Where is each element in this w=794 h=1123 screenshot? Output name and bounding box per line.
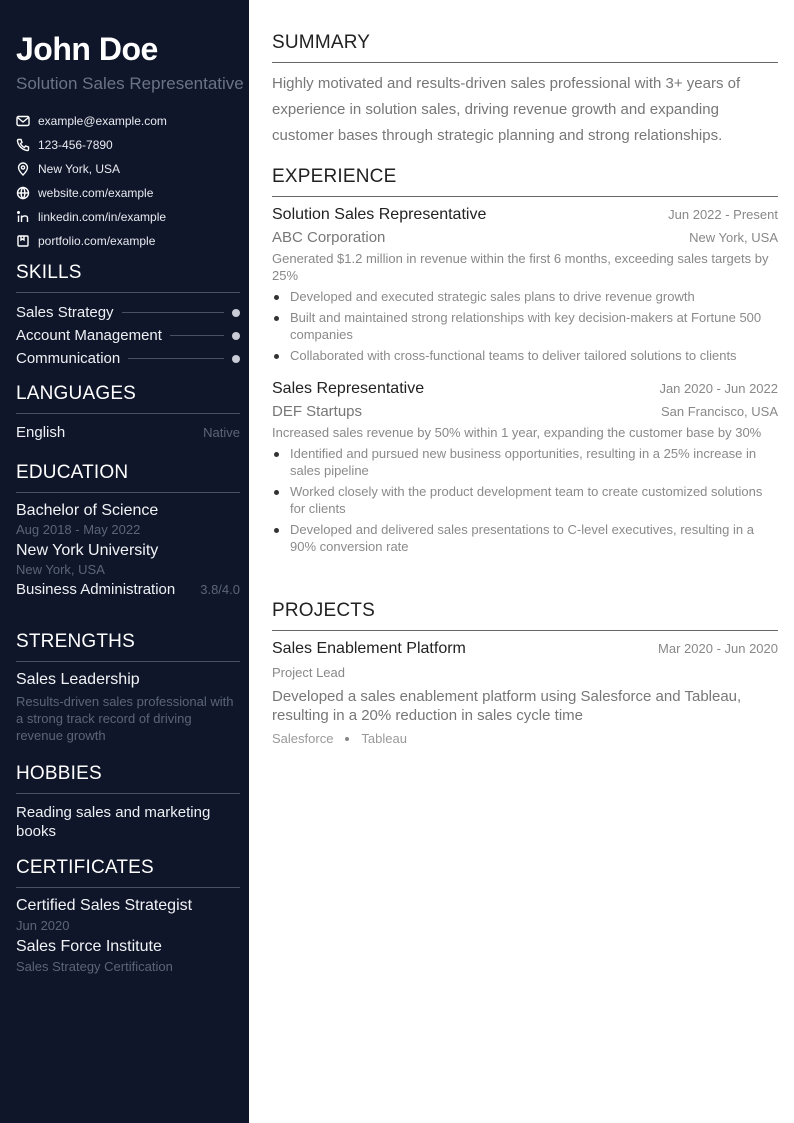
project-tag: Salesforce [272, 731, 334, 746]
job-bullets [272, 288, 778, 364]
hobby-item: Reading sales and marketing books [16, 804, 211, 840]
job-header [272, 206, 778, 224]
education-section [16, 462, 240, 598]
project-role: Project Lead [272, 665, 345, 680]
skill-label: Account Management [16, 327, 162, 344]
certificates-section [16, 857, 240, 974]
skill-divider [122, 312, 224, 313]
skill-item [16, 347, 240, 370]
job-bullets [272, 445, 778, 555]
job-dates: Jan 2020 - Jun 2022 [659, 381, 778, 396]
strength-description: Results-driven sales professional with a strong track record of driving revenue growth [16, 694, 234, 743]
job-company-row [272, 229, 778, 246]
contact-portfolio[interactable] [16, 229, 167, 253]
job-location: New York, USA [689, 230, 778, 245]
language-name: English [16, 424, 66, 441]
experience-section [272, 166, 778, 555]
experience-heading: EXPERIENCE [272, 166, 778, 197]
project-description: Developed a sales enablement platform using Salesforce and Tableau, resulting in a 20% reduction in sales cycle time [272, 688, 742, 724]
job-company: DEF Startups [272, 403, 363, 420]
summary-section [272, 32, 778, 149]
skill-divider [170, 335, 224, 336]
job-bullet: Identified and pursued new business opportunities, resulting in a 25% increase in sales pipeline [272, 445, 778, 479]
education-degree: Bachelor of Science [16, 502, 159, 519]
skill-label: Communication [16, 350, 121, 367]
skill-divider [128, 358, 224, 359]
contact-phone-text: 123-456-7890 [38, 138, 113, 152]
certificate-issuer: Sales Force Institute [16, 938, 162, 955]
skill-dot-icon [232, 355, 240, 363]
hobbies-heading: HOBBIES [16, 763, 240, 794]
job-bullet: Built and maintained strong relationships with key decision-makers at Fortune 500 companies [272, 309, 778, 343]
languages-section [16, 383, 240, 441]
mail-icon [16, 114, 30, 128]
contact-email-text: example@example.com [38, 114, 167, 128]
job-title: Sales Representative [272, 380, 425, 397]
linkedin-icon [16, 210, 30, 224]
contact-website[interactable] [16, 181, 167, 205]
job-bullet: Worked closely with the product development team to create customized solutions for clients [272, 483, 778, 517]
summary-heading: SUMMARY [272, 32, 778, 63]
contact-linkedin-text: linkedin.com/in/example [38, 210, 167, 224]
candidate-name: John Doe [16, 31, 158, 67]
project-tag: Tableau [361, 731, 407, 746]
education-field-row [16, 581, 240, 598]
education-field: Business Administration [16, 581, 176, 598]
job-title: Solution Sales Representative [272, 206, 487, 223]
contact-email[interactable] [16, 109, 167, 133]
strengths-section [16, 631, 240, 744]
skill-item [16, 324, 240, 347]
sidebar [0, 0, 249, 1123]
skills-section [16, 262, 240, 370]
job-company: ABC Corporation [272, 229, 386, 246]
contact-linkedin[interactable] [16, 205, 167, 229]
project-title: Sales Enablement Platform [272, 640, 466, 657]
tag-separator-icon [345, 737, 349, 741]
strength-title: Sales Leadership [16, 671, 140, 688]
education-heading: EDUCATION [16, 462, 240, 493]
job-dates: Jun 2022 - Present [668, 207, 778, 222]
portfolio-icon [16, 234, 30, 248]
project-dates: Mar 2020 - Jun 2020 [658, 641, 778, 656]
job-company-row [272, 403, 778, 420]
language-level: Native [203, 425, 240, 440]
hobbies-section [16, 763, 240, 841]
projects-heading: PROJECTS [272, 600, 778, 631]
job-location: San Francisco, USA [660, 404, 778, 419]
job-header [272, 380, 778, 398]
education-dates: Aug 2018 - May 2022 [16, 522, 141, 537]
summary-text: Highly motivated and results-driven sales professional with 3+ years of experience in solution sales, driving revenue growth and expanding customer bases through strategic planning and strong relationships. [272, 75, 741, 144]
skills-heading: SKILLS [16, 262, 240, 293]
projects-section [272, 600, 778, 746]
job-summary: Increased sales revenue by 50% within 1 year, expanding the customer base by 30% [272, 425, 762, 440]
certificate-title: Certified Sales Strategist [16, 897, 193, 914]
contact-location-text: New York, USA [38, 162, 121, 176]
contact-list [16, 109, 167, 253]
strengths-heading: STRENGTHS [16, 631, 240, 662]
education-gpa: 3.8/4.0 [200, 582, 240, 597]
phone-icon [16, 138, 30, 152]
skill-dot-icon [232, 309, 240, 317]
contact-location [16, 157, 167, 181]
job-entry [272, 380, 778, 555]
contact-website-text: website.com/example [38, 186, 154, 200]
location-icon [16, 162, 30, 176]
skill-item [16, 301, 240, 324]
certificate-date: Jun 2020 [16, 918, 70, 933]
certificate-description: Sales Strategy Certification [16, 959, 173, 974]
job-bullet: Developed and delivered sales presentations to C-level executives, resulting in a 90% conversion rate [272, 521, 778, 555]
skill-label: Sales Strategy [16, 304, 114, 321]
contact-portfolio-text: portfolio.com/example [38, 234, 156, 248]
job-summary: Generated $1.2 million in revenue within the first 6 months, exceeding sales targets by 25% [272, 251, 769, 283]
job-bullet: Developed and executed strategic sales plans to drive revenue growth [272, 288, 778, 305]
skill-dot-icon [232, 332, 240, 340]
globe-icon [16, 186, 30, 200]
education-location: New York, USA [16, 562, 105, 577]
job-bullet: Collaborated with cross-functional teams to deliver tailored solutions to clients [272, 347, 778, 364]
certificates-heading: CERTIFICATES [16, 857, 240, 888]
project-header [272, 640, 778, 658]
contact-phone[interactable] [16, 133, 167, 157]
candidate-role: Solution Sales Representative [16, 74, 244, 93]
job-entry [272, 206, 778, 364]
education-school: New York University [16, 542, 159, 559]
language-item [16, 424, 240, 441]
project-tags [272, 731, 778, 746]
languages-heading: LANGUAGES [16, 383, 240, 414]
